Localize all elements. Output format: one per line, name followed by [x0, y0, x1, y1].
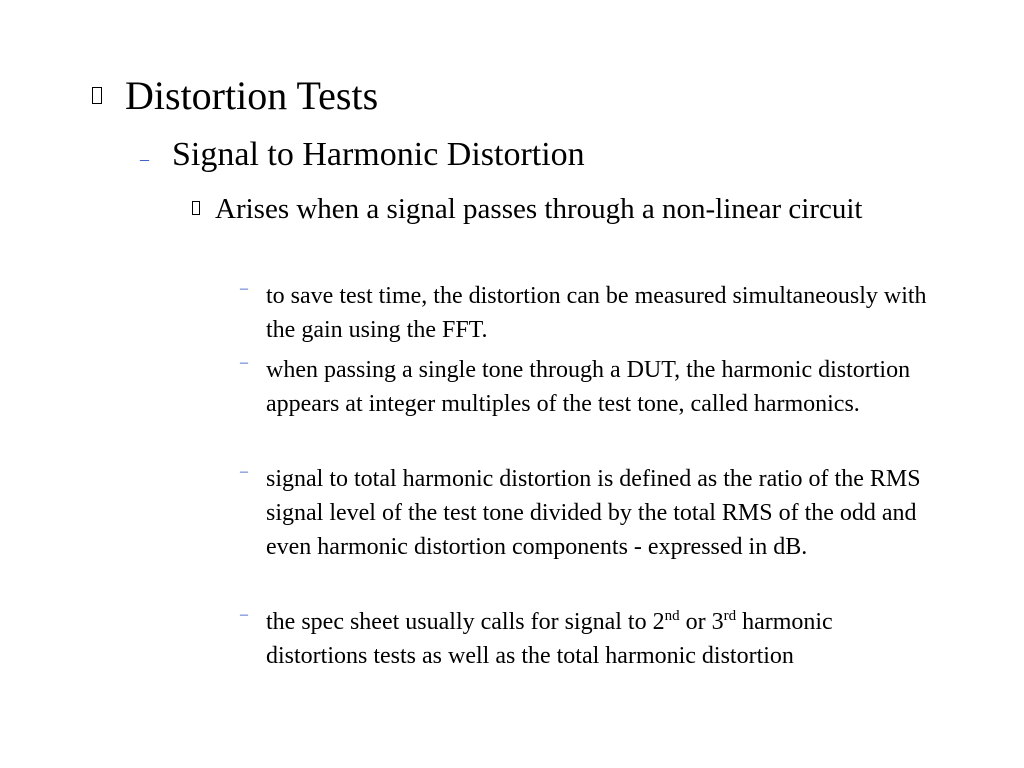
detail-text: signal to total harmonic distortion is defined as the ratio of the RMS signal level of the test tone divided by the total RMS of the odd and even harmonic distortion components - expressed in dB. — [266, 466, 921, 560]
detail-text — [266, 605, 940, 673]
ordinal-superscript: nd — [664, 608, 680, 624]
dash-bullet-icon: – — [140, 149, 149, 169]
detail-text: when passing a single tone through a DUT, the harmonic distortion appears at integer multiples of the test tone, called harmonics. — [266, 357, 911, 417]
detail-text-part: the spec sheet usually calls for signal to 2 — [266, 609, 665, 635]
dash-bullet-icon: – — [240, 606, 248, 623]
dash-bullet-icon: – — [240, 354, 248, 371]
slide-subheading: Signal to Harmonic Distortion — [172, 136, 585, 173]
detail-text-part: harmonic distortions tests as well as the total harmonic distortion — [266, 609, 833, 669]
ordinal-superscript: rd — [723, 608, 737, 624]
dash-bullet-icon: – — [240, 280, 248, 297]
detail-text: to save test time, the distortion can be measured simultaneously with the gain using the FFT. — [266, 283, 927, 343]
hollow-square-bullet-icon — [92, 87, 102, 104]
detail-text-part: or 3 — [679, 609, 724, 635]
hollow-square-bullet-icon — [192, 201, 200, 215]
slide-heading: Distortion Tests — [125, 73, 379, 118]
main-point: Arises when a signal passes through a non-linear circuit — [215, 193, 863, 225]
dash-bullet-icon: – — [240, 463, 248, 480]
